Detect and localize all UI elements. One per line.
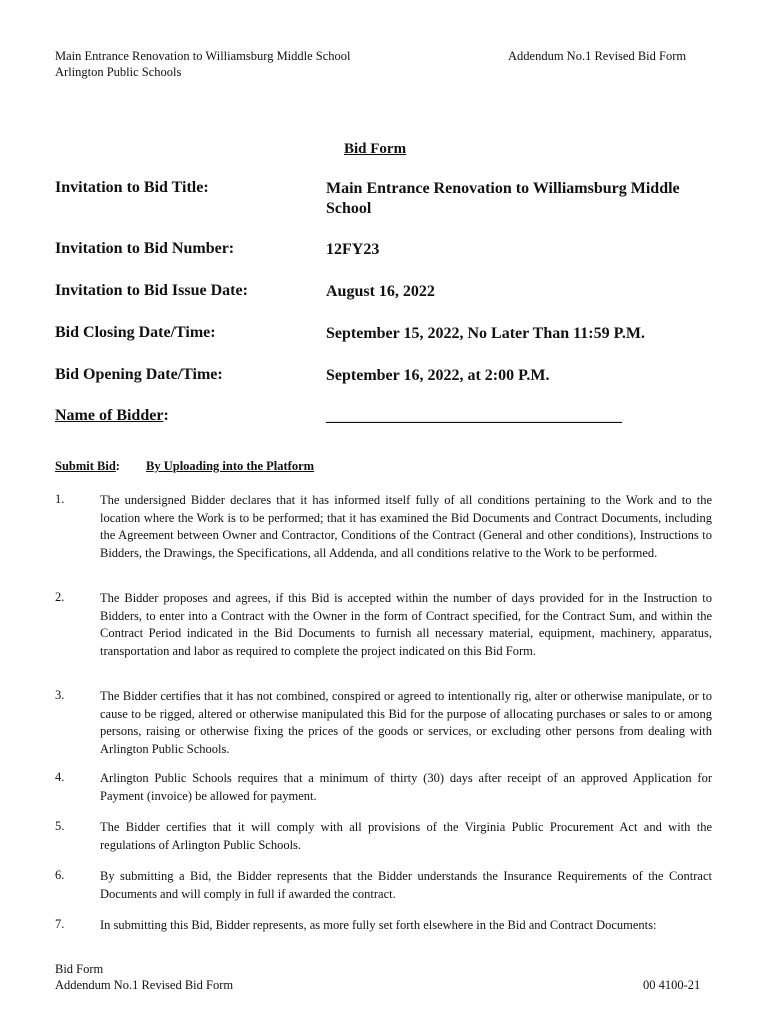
item-text: In submitting this Bid, Bidder represents, as more fully set forth elsewhere in the Bid and Contract Documents: [100,918,657,932]
item-text: Arlington Public Schools requires that a minimum of thirty (30) days after receipt of an approved Application for Payment (invoice) be allowed for payment. [100,771,712,803]
field-label-number: Invitation to Bid Number: [55,240,235,257]
header-addendum: Addendum No.1 Revised Bid Form [508,49,687,63]
submit-bid-label: Submit Bid [55,459,116,473]
field-label-title: Invitation to Bid Title: [55,179,209,196]
header-project-title: Main Entrance Renovation to Williamsburg Middle School [55,49,351,63]
footer-document [55,961,233,993]
bidder-name-label-text: Name of Bidder [55,407,164,424]
item-number: 3. [55,688,65,702]
submit-bid-row [55,459,120,474]
item-text: The Bidder proposes and agrees, if this Bid is accepted within the number of days provided for in the Instruction to Bidders, to enter into a Contract with the Owner in the form of Contract specified, for the Contract Sum, and within the Contract Period indicated in the Bid Documents to furnish all necessary material, equipment, machinery, apparatus, transportation and labor as required to complete the project indicated on this Bid Form. [100,591,712,658]
item-number: 5. [55,819,65,833]
item-number: 7. [55,917,65,931]
bidder-name-blank[interactable]: _____________________________________ [326,408,622,425]
field-label-issue-date: Invitation to Bid Issue Date: [55,282,248,299]
item-text: The undersigned Bidder declares that it has informed itself fully of all conditions pertaining to the Work and to the location where the Work is to be performed; that it has examined the Bid Documents and Contract Documents, including the Agreement between Owner and Contractor, Conditions of the Contract (General and other conditions), Instructions to Bidders, the Drawings, the Specifications, all Addenda, and all conditions relative to the Work to be performed. [100,493,712,560]
item-text: The Bidder certifies that it has not combined, conspired or agreed to intentionally rig, alter or otherwise manipulate, or to cause to be rigged, altered or otherwise manipulated this Bid for the purpose of allocating purchases or sales to or among persons, raising or otherwise fixing the prices of the goods or services, or excluding other persons from dealing with Arlington Public Schools. [100,689,712,756]
header-owner: Arlington Public Schools [55,65,182,79]
bidder-name-label-colon: : [163,407,169,424]
item-number: 1. [55,492,65,506]
field-value-opening: September 16, 2022, at 2:00 P.M. [326,367,550,384]
submit-bid-method: By Uploading into the Platform [146,459,315,473]
field-value-title: Main Entrance Renovation to Williamsburg Middle School [326,180,680,217]
item-text: By submitting a Bid, the Bidder represents that the Bidder understands the Insurance Requirements of the Contract Documents and will comply in full if awarded the contract. [100,869,712,901]
field-label-closing: Bid Closing Date/Time: [55,324,216,341]
footer-doc-title: Bid Form [55,962,104,976]
item-text: The Bidder certifies that it will comply with all provisions of the Virginia Public Procurement Act and with the regulations of Arlington Public Schools. [100,820,712,852]
submit-bid-colon: : [115,459,120,473]
header-project [55,48,351,80]
item-number: 2. [55,590,65,604]
field-label-bidder-name [55,407,169,425]
footer-addendum: Addendum No.1 Revised Bid Form [55,978,234,992]
field-value-number: 12FY23 [326,241,380,258]
field-value-issue-date: August 16, 2022 [326,283,435,300]
field-label-opening: Bid Opening Date/Time: [55,366,223,383]
item-number: 4. [55,770,65,784]
item-number: 6. [55,868,65,882]
field-value-closing: September 15, 2022, No Later Than 11:59 P.M. [326,325,645,342]
footer-page-code: 00 4100-21 [643,978,701,992]
page-title: Bid Form [344,141,407,157]
